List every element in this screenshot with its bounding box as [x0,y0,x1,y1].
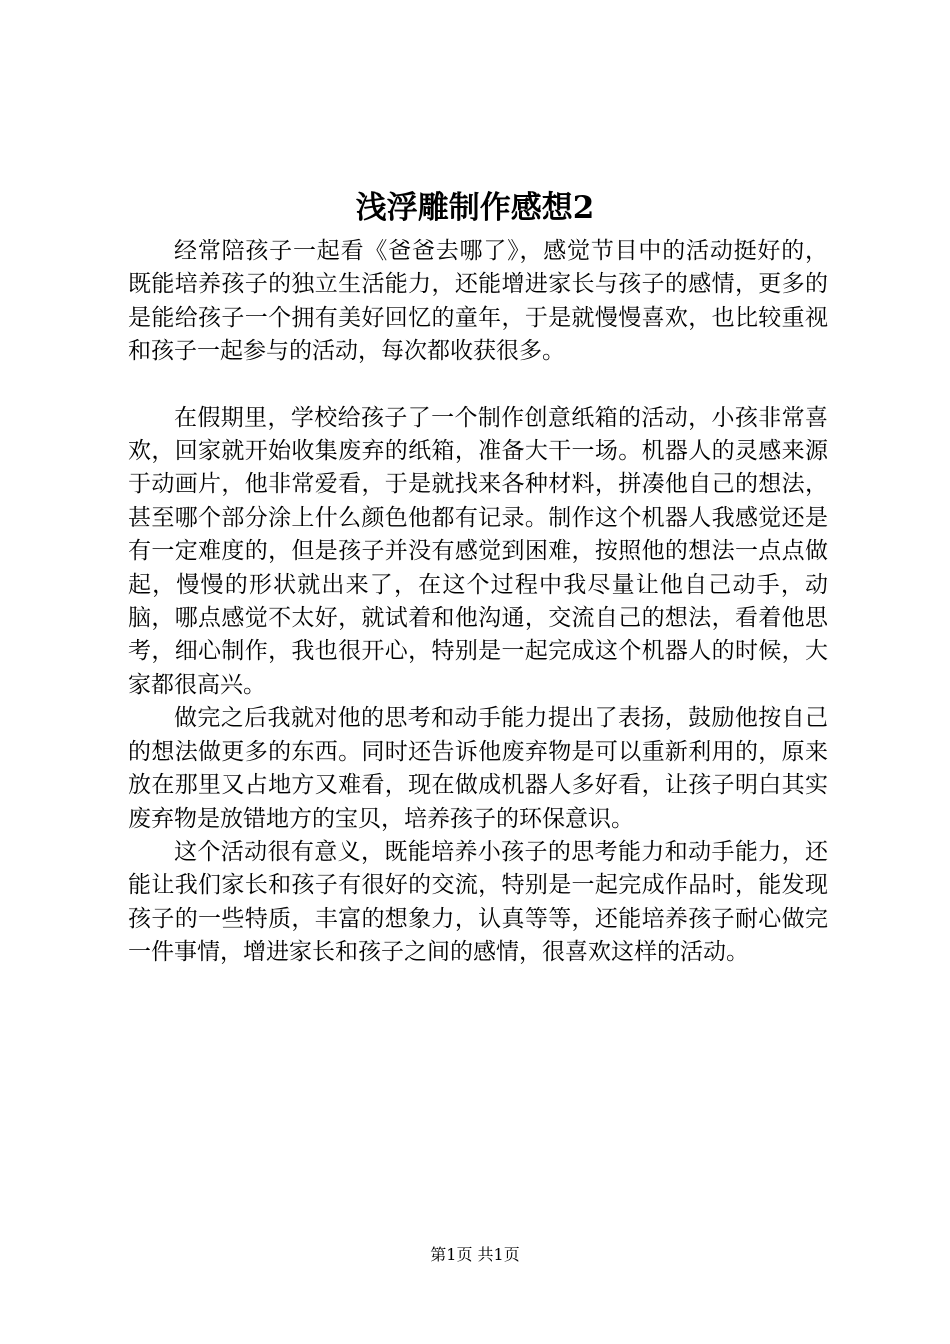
paragraph-4: 这个活动很有意义，既能培养小孩子的思考能力和动手能力，还能让我们家长和孩子有很好的交流，特别是一起完成作品时，能发现孩子的一些特质，丰富的想象力，认真等等，还能培养孩子耐心做完一件事情，增进家长和孩子之间的感情，很喜欢这样的活动。 [128,838,828,966]
document-title: 浅浮雕制作感想2 [355,190,595,226]
page-footer: 第1页 共1页 [430,1245,520,1264]
document-body [128,235,828,970]
paragraph-2: 在假期里，学校给孩子了一个制作创意纸箱的活动，小孩非常喜欢，回家就开始收集废弃的纸箱，准备大干一场。机器人的灵感来源于动画片，他非常爱看，于是就找来各种材料，拼凑他自己的想法，甚至哪个部分涂上什么颜色他都有记录。制作这个机器人我感觉还是有一定难度的，但是孩子并没有感觉到困难，按照他的想法一点点做起，慢慢的形状就出来了，在这个过程中我尽量让他自己动手，动脑，哪点感觉不太好，就试着和他沟通，交流自己的想法，看着他思考，细心制作，我也很开心，特别是一起完成这个机器人的时候，大家都很高兴。 [128,404,828,698]
paragraph-3: 做完之后我就对他的思考和动手能力提出了表扬，鼓励他按自己的想法做更多的东西。同时还告诉他废弃物是可以重新利用的，原来放在那里又占地方又难看，现在做成机器人多好看，让孩子明白其实废弃物是放错地方的宝贝，培养孩子的环保意识。 [128,705,828,832]
paragraph-1: 经常陪孩子一起看《爸爸去哪了》，感觉节目中的活动挺好的，既能培养孩子的独立生活能力，还能增进家长与孩子的感情，更多的是能给孩子一个拥有美好回忆的童年，于是就慢慢喜欢，也比较重视和孩子一起参与的活动，每次都收获很多。 [128,238,828,365]
